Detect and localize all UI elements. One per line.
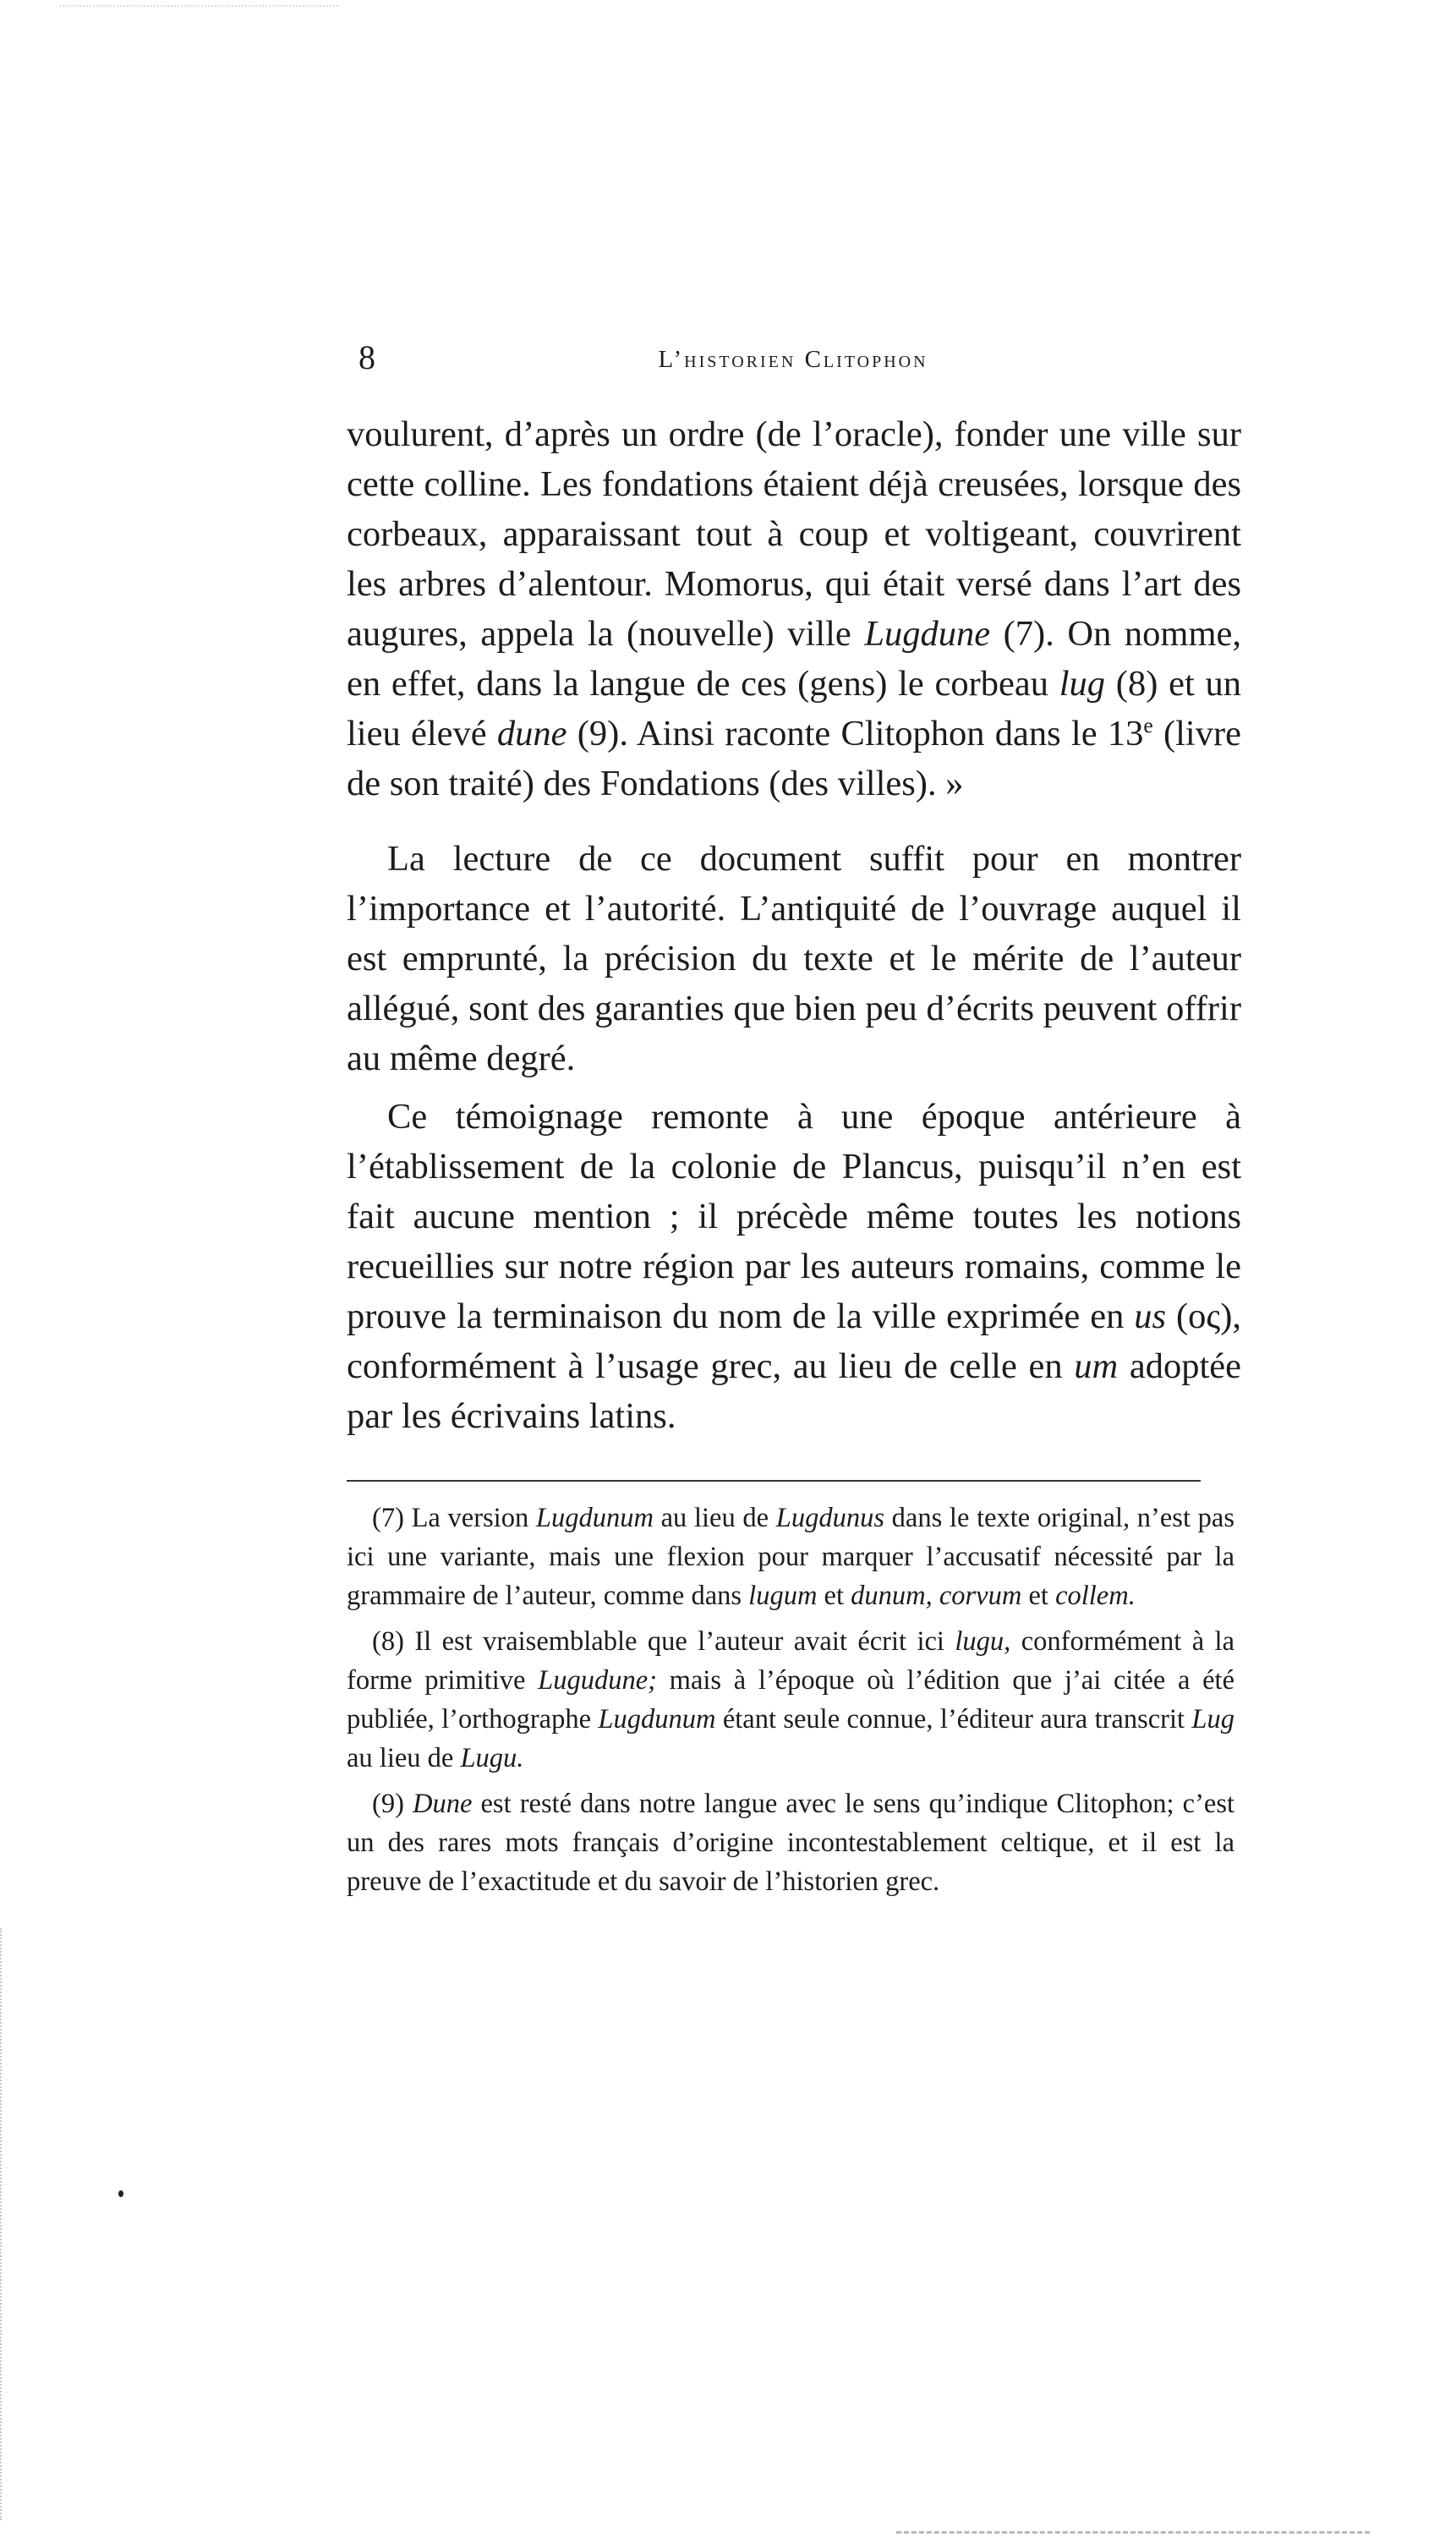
italic-term: us — [1134, 1296, 1167, 1336]
text-run: étant seule connue, l’éditeur aura transcrit — [715, 1704, 1192, 1735]
text-run: et — [817, 1581, 851, 1611]
italic-term: Lugudune; — [538, 1665, 657, 1696]
quote-continuation — [347, 409, 1241, 808]
paragraph-testimony — [347, 1092, 1241, 1441]
scan-margin-marks — [0, 1928, 12, 2520]
footnotes — [347, 1499, 1234, 1908]
italic-term: Lugu. — [460, 1743, 524, 1773]
page-number: 8 — [359, 338, 375, 376]
italic-term: Dune — [413, 1789, 473, 1819]
text-run: mais à l’époque où l’édition que j’ai citée a été publiée, l’orthographe — [347, 1665, 1234, 1735]
text-run: Ce témoignage remonte à une époque antérieure à l’établissement de la colonie de Plancus, puisqu’il n’en est fait aucune mention ; il précède même toutes les notions recueillies sur notre région par les auteurs romains, comme le prouve la terminaison du nom de la ville exprimée en — [347, 1097, 1241, 1336]
page-header — [359, 337, 1228, 379]
italic-term: Lugdunum — [598, 1704, 716, 1735]
ink-spot — [118, 2190, 123, 2197]
scan-speckle-top — [59, 5, 338, 8]
footnote-separator — [347, 1480, 1201, 1482]
running-title: L’historien Clitophon — [658, 346, 928, 373]
italic-term: lugum — [748, 1581, 818, 1611]
text-run: et — [1021, 1581, 1056, 1611]
text-run: au lieu de — [347, 1743, 461, 1773]
footnote-9 — [347, 1784, 1234, 1901]
italic-term: Lugdunum — [535, 1503, 654, 1533]
text-run: dans le texte original, n’est pas ici une variante, mais une flexion pour marquer l’accusatif nécessité par la grammaire de l’auteur, comme dans — [347, 1503, 1234, 1611]
text-run: est resté dans notre langue avec le sens qu’indique Clitophon; c’est un des rares mots français d’origine incontestablement celtique, et il est la preuve de l’exactitude et du savoir de l’historien grec. — [347, 1789, 1234, 1897]
italic-term: collem. — [1055, 1581, 1136, 1611]
text-run: voulurent, d’après un ordre (de l’oracle), fonder une ville sur cette colline. Les fondations étaient déjà creusées, lorsque des corbeaux, apparaissant tout à coup et voltigeant, couvrirent les arbres d’alentour. Momorus, qui était versé dans l’art des augures, appela la (nouvelle) ville — [347, 414, 1241, 654]
text-run: (9) — [372, 1789, 413, 1819]
text-run: au lieu de — [653, 1503, 776, 1533]
text-run: (8) et un lieu élevé — [347, 664, 1241, 754]
text-run: (8) Il est vraisemblable que l’auteur avait écrit ici — [372, 1626, 955, 1657]
text-run: (7). On nomme, en effet, dans la langue de ces (gens) le corbeau — [347, 614, 1241, 704]
footnote-7 — [347, 1499, 1234, 1615]
italic-term: Lug — [1191, 1704, 1234, 1735]
main-text — [347, 409, 1241, 1441]
paragraph-importance: La lecture de ce document suffit pour en montrer l’importance et l’autorité. L’antiquité de l’ouvrage auquel il est emprunté, la précision du texte et le mérite de l’auteur allégué, sont des garanties que bien peu d’écrits peuvent offrir au même degré. — [347, 839, 1241, 1078]
italic-term: lug — [1059, 664, 1106, 704]
text-run: (9). Ainsi raconte Clitophon dans le 13 — [567, 714, 1144, 754]
text-run: (livre de son traité) des Fondations (des villes). » — [347, 714, 1241, 803]
scan-edge-dashes — [896, 2531, 1370, 2535]
superscript: e — [1143, 712, 1153, 737]
italic-term: um — [1074, 1346, 1119, 1386]
text-run: (7) La version — [372, 1503, 536, 1533]
italic-term: Lugdunus — [775, 1503, 884, 1533]
italic-term: lugu, — [955, 1626, 1011, 1657]
text-run: (ος), conformément à l’usage grec, au lieu de celle en — [347, 1296, 1241, 1386]
text-run: adoptée par les écrivains latins. — [347, 1346, 1241, 1436]
italic-term: dune — [496, 714, 567, 754]
text-run: conformément à la forme primitive — [347, 1626, 1235, 1696]
footnote-8 — [347, 1622, 1234, 1778]
italic-term: Lugdune — [864, 614, 991, 654]
italic-term: dunum, corvum — [851, 1581, 1022, 1611]
